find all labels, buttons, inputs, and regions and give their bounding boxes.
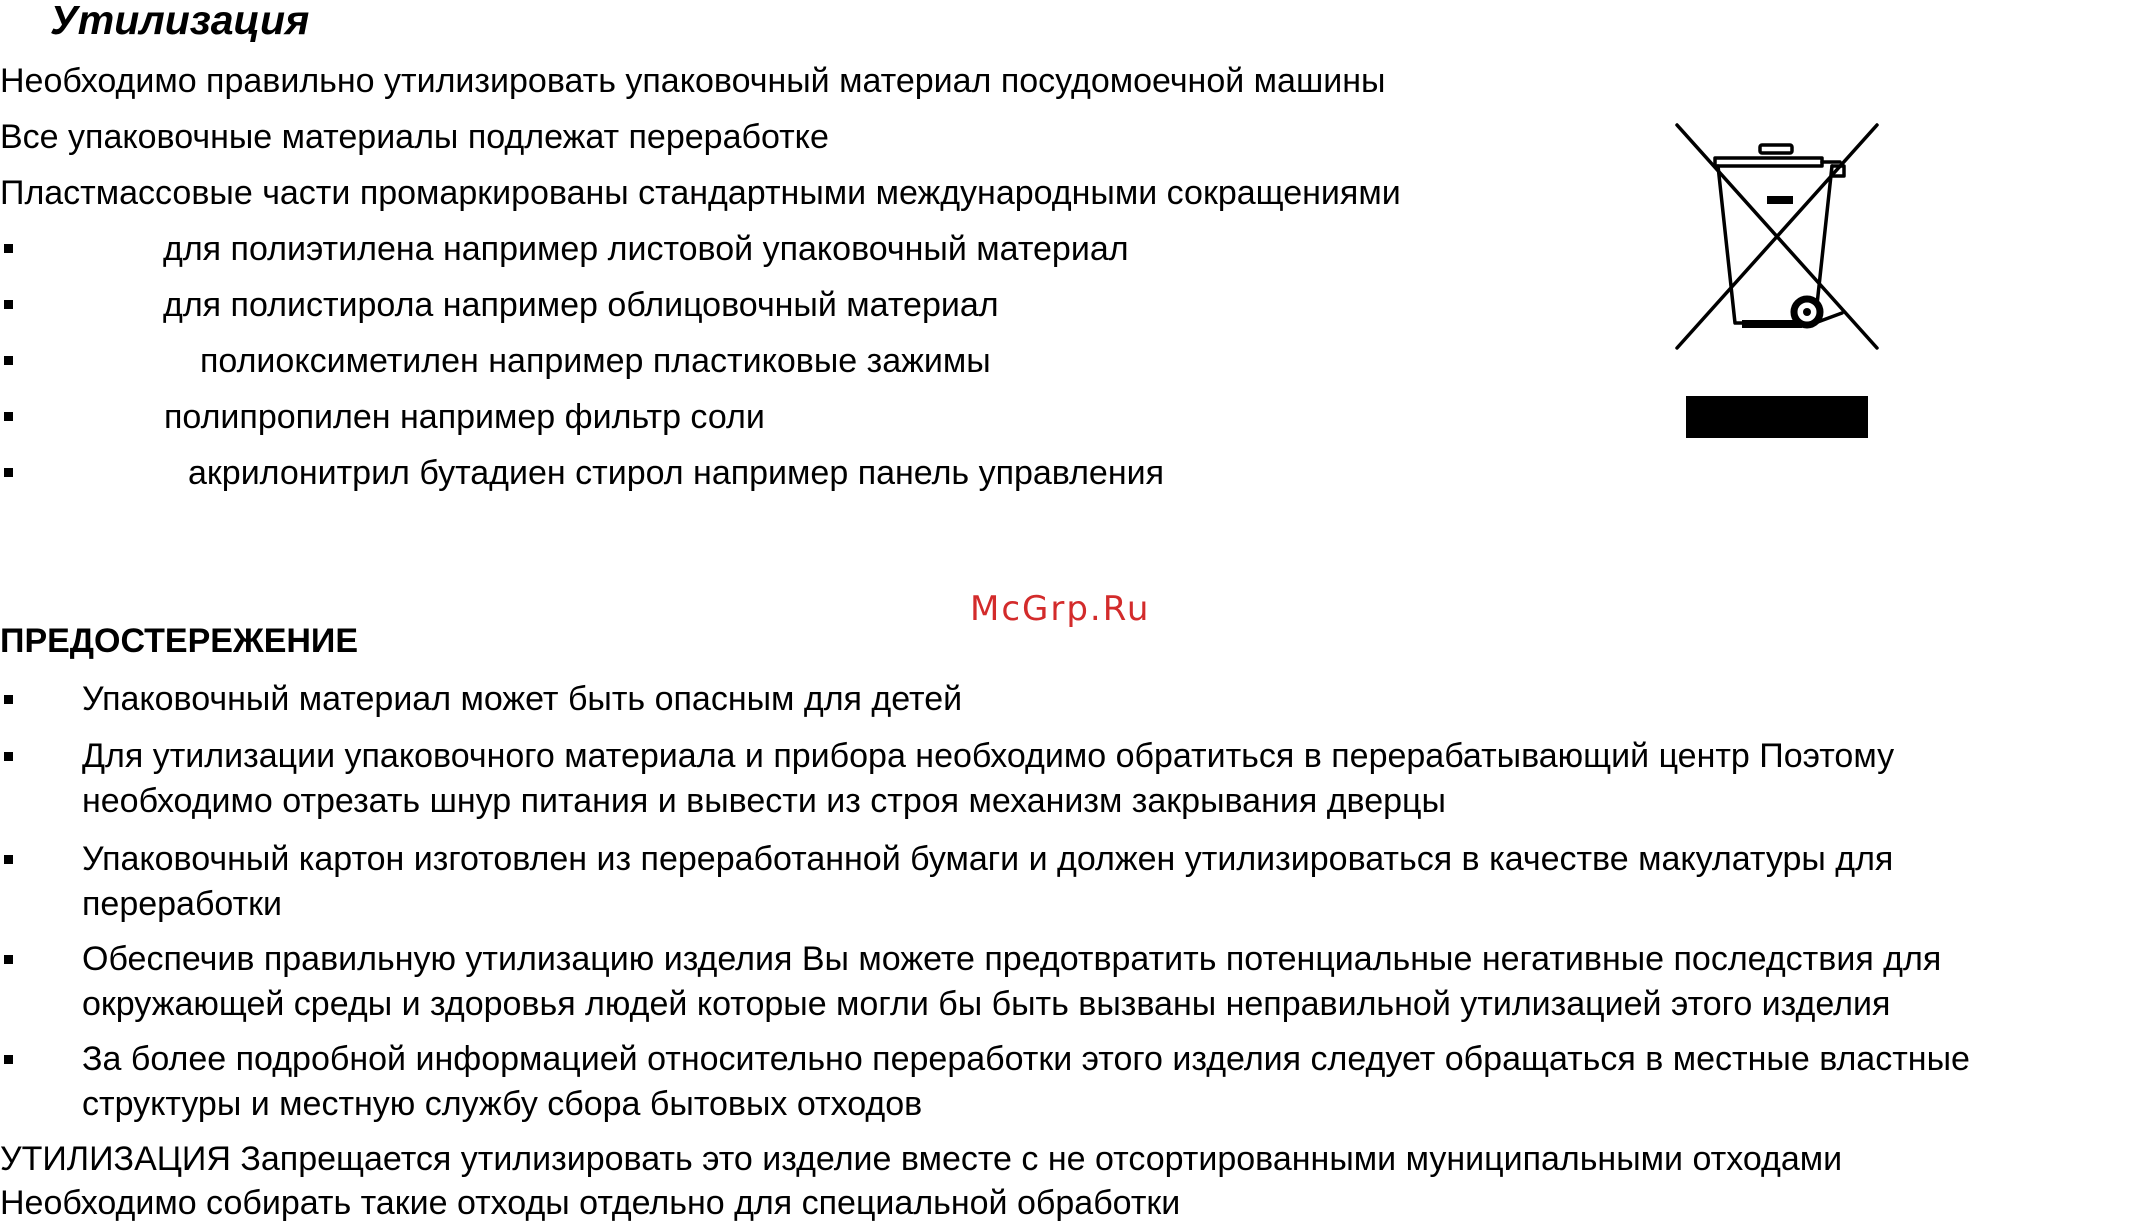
square-bullet-icon [4, 412, 13, 421]
warning-item-text: Для утилизации упаковочного материала и прибора необходимо обратиться в перерабатывающий центр Поэтому необходимо отрезать шнур питания и вывести из строя механизм закрывания дверцы [82, 737, 1895, 820]
square-bullet-icon [4, 468, 13, 477]
watermark: McGrp.Ru [970, 589, 1151, 629]
crossed-out-wheelie-bin-icon [1672, 118, 1882, 358]
intro-line-1: Необходимо правильно утилизировать упаковочный материал посудомоечной машины [0, 62, 1386, 100]
warning-item-text: Упаковочный картон изготовлен из переработанной бумаги и должен утилизироваться в качестве макулатуры для переработки [82, 840, 1894, 923]
plastic-item-text: для полиэтилена например листовой упаковочный материал [163, 230, 1129, 268]
footer-line-2: Необходимо собирать такие отходы отдельно для специальной обработки [0, 1184, 1181, 1222]
warning-item-text: Обеспечив правильную утилизацию изделия Вы можете предотвратить потенциальные негативные последствия для окружающей среды и здоровья людей которые могли бы быть вызваны неправильной утилизацией этого изделия [82, 940, 1942, 1023]
plastic-item-text: для полистирола например облицовочный материал [163, 286, 999, 324]
intro-line-2: Все упаковочные материалы подлежат переработке [0, 118, 829, 156]
square-bullet-icon [4, 695, 13, 704]
plastic-item-text: акрилонитрил бутадиен стирол например панель управления [188, 454, 1165, 492]
section-title: Утилизация [50, 0, 310, 43]
weee-black-bar [1686, 396, 1868, 438]
warning-item-text: За более подробной информацией относительно переработки этого изделия следует обращаться в местные властные структуры и местную службу сбора бытовых отходов [82, 1040, 1970, 1123]
plastic-item-text: полиоксиметилен например пластиковые зажимы [200, 342, 991, 380]
warning-item-text: Упаковочный материал может быть опасным для детей [82, 680, 963, 718]
square-bullet-icon [4, 244, 13, 253]
square-bullet-icon [4, 356, 13, 365]
intro-line-3: Пластмассовые части промаркированы стандартными международными сокращениями [0, 174, 1401, 212]
square-bullet-icon [4, 1055, 13, 1064]
plastic-item-text: полипропилен например фильтр соли [164, 398, 765, 436]
square-bullet-icon [4, 300, 13, 309]
square-bullet-icon [4, 752, 13, 761]
square-bullet-icon [4, 855, 13, 864]
square-bullet-icon [4, 955, 13, 964]
warning-heading: ПРЕДОСТЕРЕЖЕНИЕ [0, 622, 359, 660]
footer-line-1: УТИЛИЗАЦИЯ Запрещается утилизировать это изделие вместе с не отсортированными муниципальными отходами [0, 1140, 1843, 1178]
